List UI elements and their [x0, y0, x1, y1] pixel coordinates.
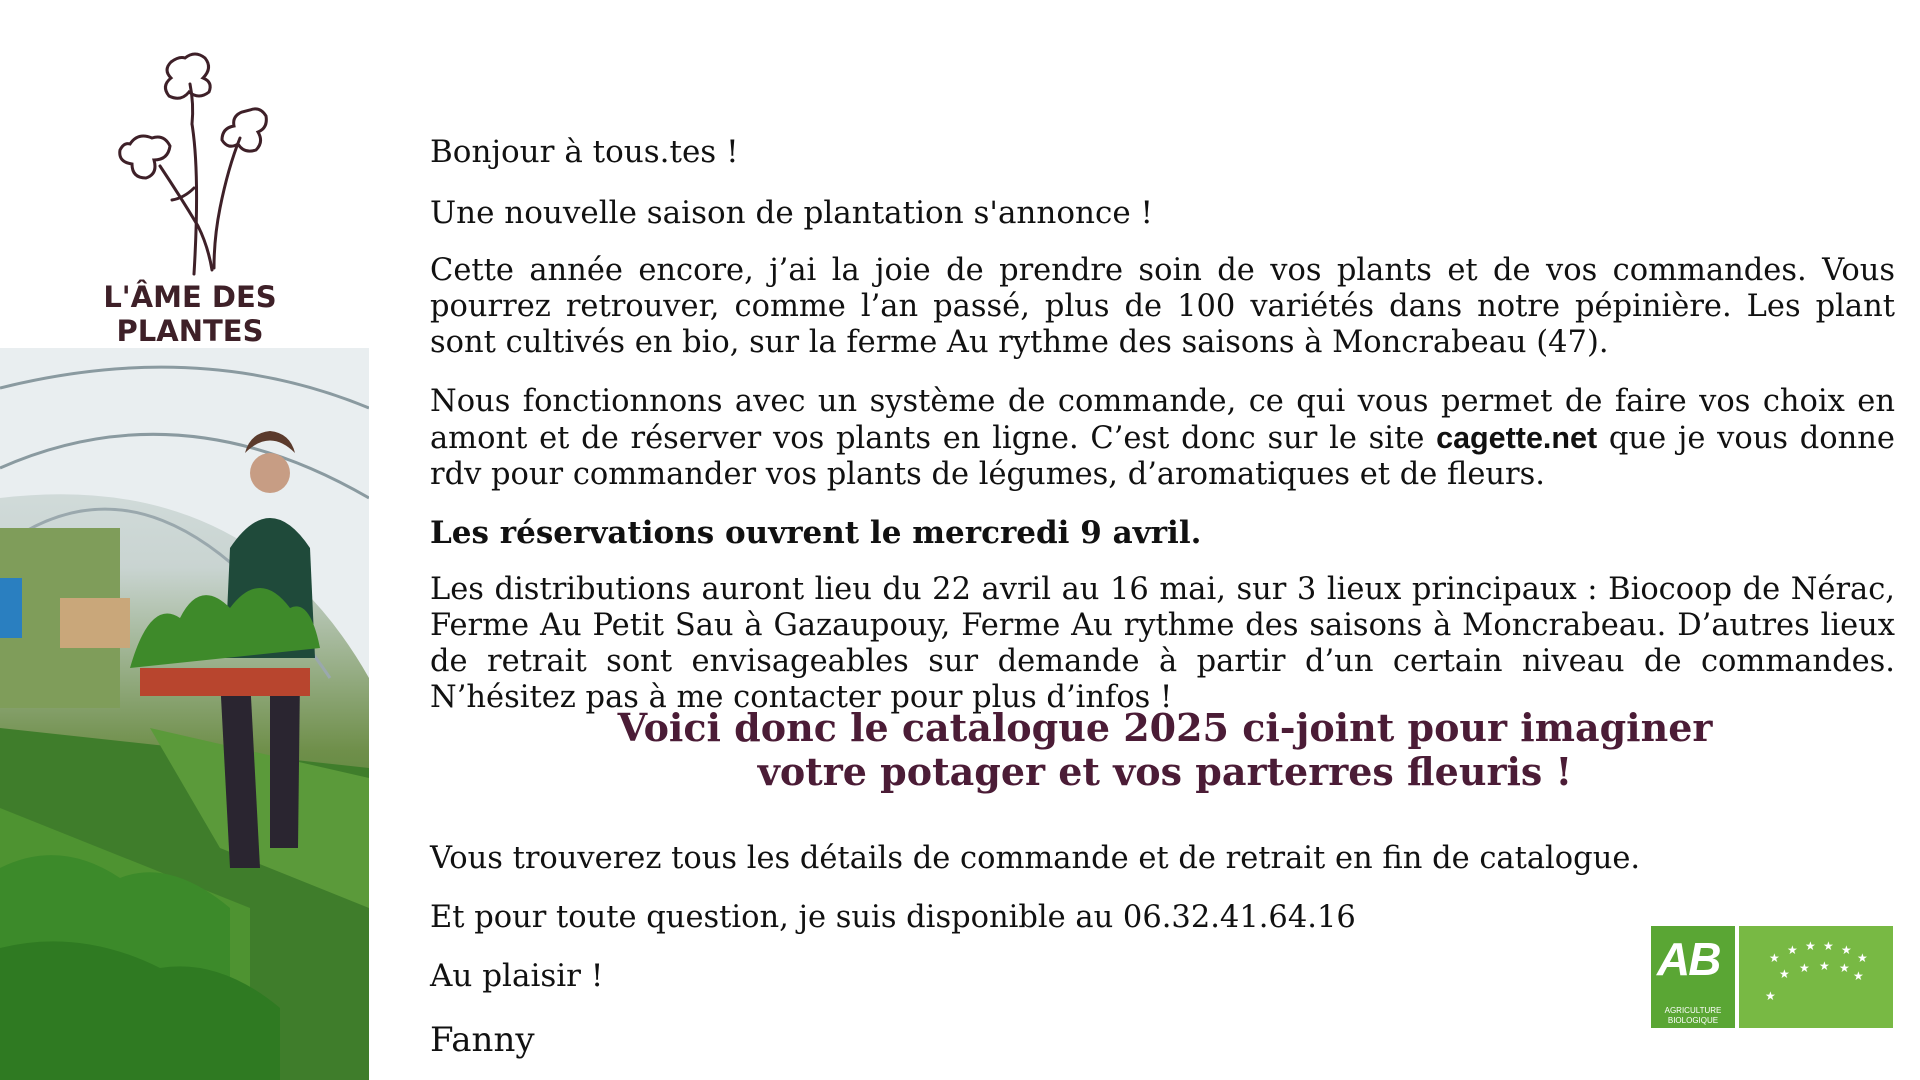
catalogue-line-2: votre potager et vos parterres fleuris ! [757, 749, 1573, 794]
eu-organic-logo [1739, 926, 1893, 1028]
svg-text:★: ★ [1823, 939, 1834, 953]
ab-organic-logo [1651, 926, 1735, 1028]
cagette-link[interactable]: cagette.net [1436, 420, 1598, 455]
reservations-notice: Les réservations ouvrent le mercredi 9 avril. [430, 515, 1202, 551]
ab-subtitle-2: BIOLOGIQUE [1667, 1016, 1719, 1025]
svg-text:★: ★ [1841, 943, 1852, 957]
greeting: Bonjour à tous.tes ! [430, 134, 739, 170]
question-text: Et pour toute question, je suis disponible au 06.32.41.64.16 [430, 899, 1356, 935]
order-text-after: que je vous donne rdv pour commander vos plants de légumes, d’aromatiques et de fleurs. [430, 420, 1895, 492]
svg-text:★: ★ [1839, 961, 1850, 975]
care-paragraph: Cette année encore, j’ai la joie de prendre soin de vos plants et de vos commandes. Vous pourrez retrouver, comme l’an passé, plus de 100 variétés dans notre pépinière. Les plant sont cultivés en bio, sur la ferme Au rythme des saisons à Moncrabeau (47). [430, 252, 1895, 360]
svg-text:★: ★ [1769, 951, 1780, 965]
ab-mark: AB [1657, 933, 1720, 985]
brand-logo [40, 48, 340, 348]
order-paragraph [430, 384, 1895, 493]
intro-text: Une nouvelle saison de plantation s'annonce ! [430, 195, 1154, 231]
svg-text:★: ★ [1853, 969, 1864, 983]
closing-text: Au plaisir ! [430, 958, 604, 994]
svg-text:★: ★ [1787, 943, 1798, 957]
flower-logo-icon [90, 48, 290, 278]
signature: Fanny [430, 1020, 535, 1060]
order-text-before: Nous fonctionnons avec un système de commande, ce qui vous permet de faire vos choix en amont et de réserver vos plants en ligne. C’est donc sur le site [430, 383, 1895, 456]
greenhouse-photo [0, 348, 369, 1080]
svg-text:★: ★ [1799, 961, 1810, 975]
catalogue-line-1: Voici donc le catalogue 2025 ci-joint pour imaginer [617, 705, 1713, 750]
greenhouse-photo-icon [0, 348, 369, 1080]
distributions-paragraph: Les distributions auront lieu du 22 avril au 16 mai, sur 3 lieux principaux : Biocoop de Nérac, Ferme Au Petit Sau à Gazaupouy, Ferme Au rythme des saisons à Moncrabeau. D’autres lieux de retrait sont envisageables sur demande à partir d’un certain niveau de commandes. N’hésitez pas à me contacter pour plus d’infos ! [430, 571, 1895, 715]
svg-text:★: ★ [1805, 939, 1816, 953]
svg-text:★: ★ [1779, 967, 1790, 981]
details-text: Vous trouverez tous les détails de commande et de retrait en fin de catalogue. [430, 840, 1641, 876]
svg-text:★: ★ [1765, 989, 1776, 1003]
svg-text:★: ★ [1857, 951, 1868, 965]
catalogue-headline [570, 706, 1760, 794]
svg-text:★: ★ [1819, 959, 1830, 973]
ab-subtitle-1: AGRICULTURE [1664, 1006, 1722, 1015]
eu-organic-leaf-icon [1739, 926, 1893, 1028]
brand-name: L'ÂME DES PLANTES [103, 280, 277, 348]
